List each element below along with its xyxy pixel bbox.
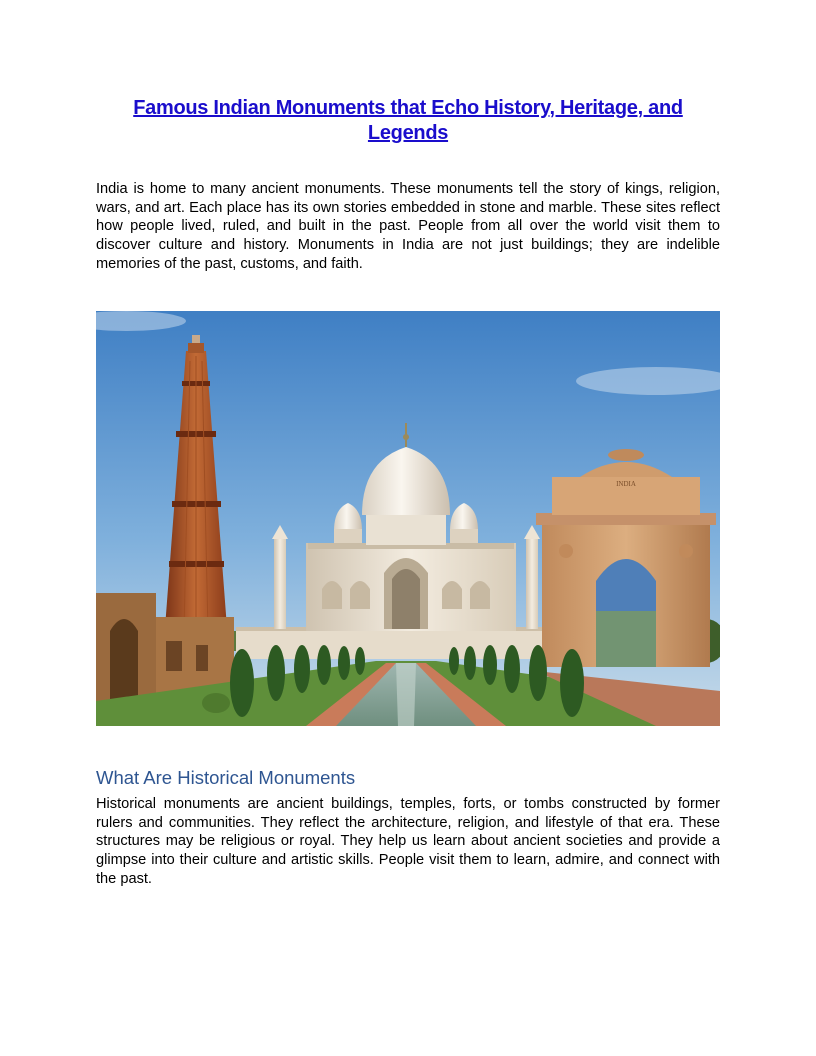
section-heading: What Are Historical Monuments [96,767,356,788]
section-paragraph: Historical monuments are ancient buildings, temples, forts, or tombs constructed by former rulers and communities. They reflect the architecture, religion, and lifestyle of that era. These structures may be religious or royal. They help us learn about ancient societies and provide a glimpse into their culture and artistic skills. People visit them to learn, admire, and connect with the past. [96,796,720,887]
gate-inscription-text: INDIA [616,480,636,488]
document-title[interactable]: Famous Indian Monuments that Echo History, Heritage, and Legends [133,97,683,144]
monuments-collage-image [96,311,720,726]
intro-paragraph: India is home to many ancient monuments. These monuments tell the story of kings, religion, wars, and art. Each place has its own stories embedded in stone and marble. These sites reflect how people lived, ruled, and built in the past. People from all over the world visit them to discover culture and history. Monuments in India are not just buildings; they are indelible memories of the past, customs, and faith. [96,181,720,272]
